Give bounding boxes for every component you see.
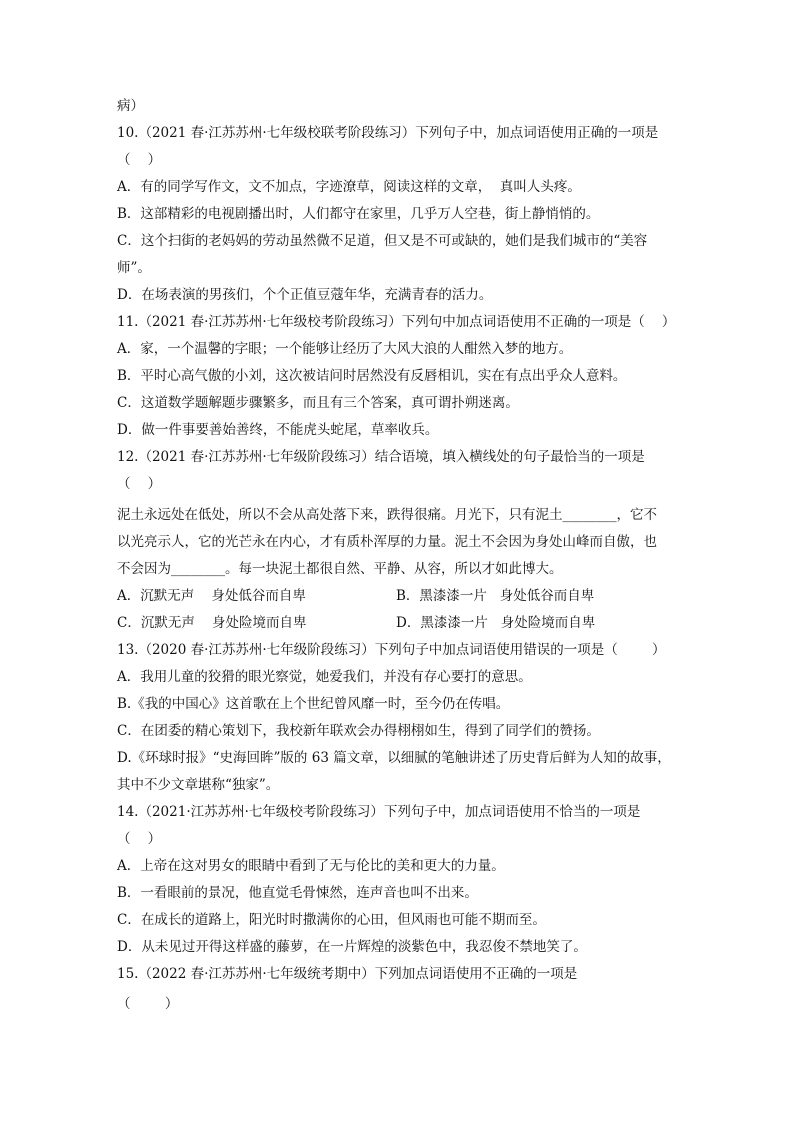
- option-c: C．这道数学题解题步骤繁多，而且有三个答案，真可谓扑朔迷离。: [117, 395, 519, 411]
- answer-bracket: （ ）: [117, 152, 162, 168]
- question-11-stem: 11.（2021 春·江苏苏州·七年级校考阶段练习）下列句中加点词语使用不正确的一项是（ ）: [117, 314, 676, 330]
- option-c: C．在团委的精心策划下，我校新年联欢会办得栩栩如生，得到了同学们的赞扬。: [117, 723, 600, 739]
- answer-bracket: （ ）: [117, 831, 162, 847]
- answer-bracket: （ ）: [117, 996, 179, 1012]
- option-b: B．平时心高气傲的小刘，这次被诘问时居然没有反唇相讥，实在有点出乎众人意料。: [117, 368, 627, 384]
- question-14-stem: 14.（2021·江苏苏州·七年级校考阶段练习）下列句子中，加点词语使用不恰当的一项是: [117, 804, 641, 820]
- option-d: D．在场表演的男孩们，个个正值豆蔻年华，充满青春的活力。: [117, 287, 493, 303]
- option-b: B．一看眼前的景况，他直觉毛骨悚然，连声音也叫不出来。: [117, 885, 478, 901]
- option-d: D.《环球时报》“史海回眸”版的 63 篇文章，以细腻的笔触讲述了历史背后鲜为人知的故事，: [117, 750, 671, 766]
- option-b: B.《我的中国心》这首歌在上个世纪曾风靡一时，至今仍在传唱。: [117, 696, 510, 712]
- option-c: C．在成长的道路上，阳光时时撒满你的心田，但风雨也可能不期而至。: [117, 912, 546, 928]
- option-d: D．黑漆漆一片 身处险境而自卑: [396, 615, 596, 631]
- option-c: C．沉默无声 身处险境而自卑: [117, 615, 307, 631]
- option-b: B．黑漆漆一片 身处低谷而自卑: [396, 588, 595, 604]
- option-c-cont: 师”。: [117, 260, 151, 276]
- passage-line: 泥土永远处在低处，所以不会从高处落下来，跌得很痛。月光下，只有泥土________，它不: [117, 507, 657, 523]
- option-a: A．家，一个温馨的字眼；一个能够让经历了大风大浪的人酣然入梦的地方。: [117, 341, 573, 357]
- question-15-stem: 15.（2022 春·江苏苏州·七年级统考期中）下列加点词语使用不正确的一项是: [117, 966, 578, 982]
- question-10-stem: 10.（2021 春·江苏苏州·七年级校联考阶段练习）下列句子中，加点词语使用正确的一项是: [117, 125, 659, 141]
- option-c: C．这个扫街的老妈妈的劳动虽然微不足道，但又是不可或缺的，她们是我们城市的“美容: [117, 233, 648, 249]
- passage-line: 不会因为________。每一块泥土都很自然、平静、从容，所以才如此博大。: [117, 561, 563, 577]
- text-line: 病）: [117, 98, 144, 114]
- option-a: A．我用儿童的狡猾的眼光察觉，她爱我们，并没有存心要打的意思。: [117, 669, 532, 685]
- option-b: B．这部精彩的电视剧播出时，人们都守在家里，几乎万人空巷，街上静悄悄的。: [117, 206, 600, 222]
- option-a: A．沉默无声 身处低谷而自卑: [117, 588, 306, 604]
- option-d: D．做一件事要善始善终，不能虎头蛇尾，草率收兵。: [117, 422, 439, 438]
- passage-line: 以光亮示人，它的光芒永在内心，才有质朴浑厚的力量。泥土不会因为身处山峰而自傲，也: [117, 534, 657, 550]
- answer-bracket: （ ）: [117, 476, 162, 492]
- option-a: A．上帝在这对男女的眼睛中看到了无与伦比的美和更大的力量。: [117, 858, 505, 874]
- question-12-stem: 12.（2021 春·江苏苏州·七年级阶段练习）结合语境，填入横线处的句子最恰当的一项是: [117, 449, 645, 465]
- option-d: D．从未见过开得这样盛的藤萝，在一片辉煌的淡紫色中，我忍俊不禁地笑了。: [117, 939, 587, 955]
- question-13-stem: 13.（2020 春·江苏苏州·七年级阶段练习）下列句子中加点词语使用错误的一项是（ ）: [117, 642, 666, 658]
- option-d-cont: 其中不少文章堪称“独家”。: [117, 777, 280, 793]
- option-a: A．有的同学写作文，文不加点，字迹潦草，阅读这样的文章， 真叫人头疼。: [117, 179, 581, 195]
